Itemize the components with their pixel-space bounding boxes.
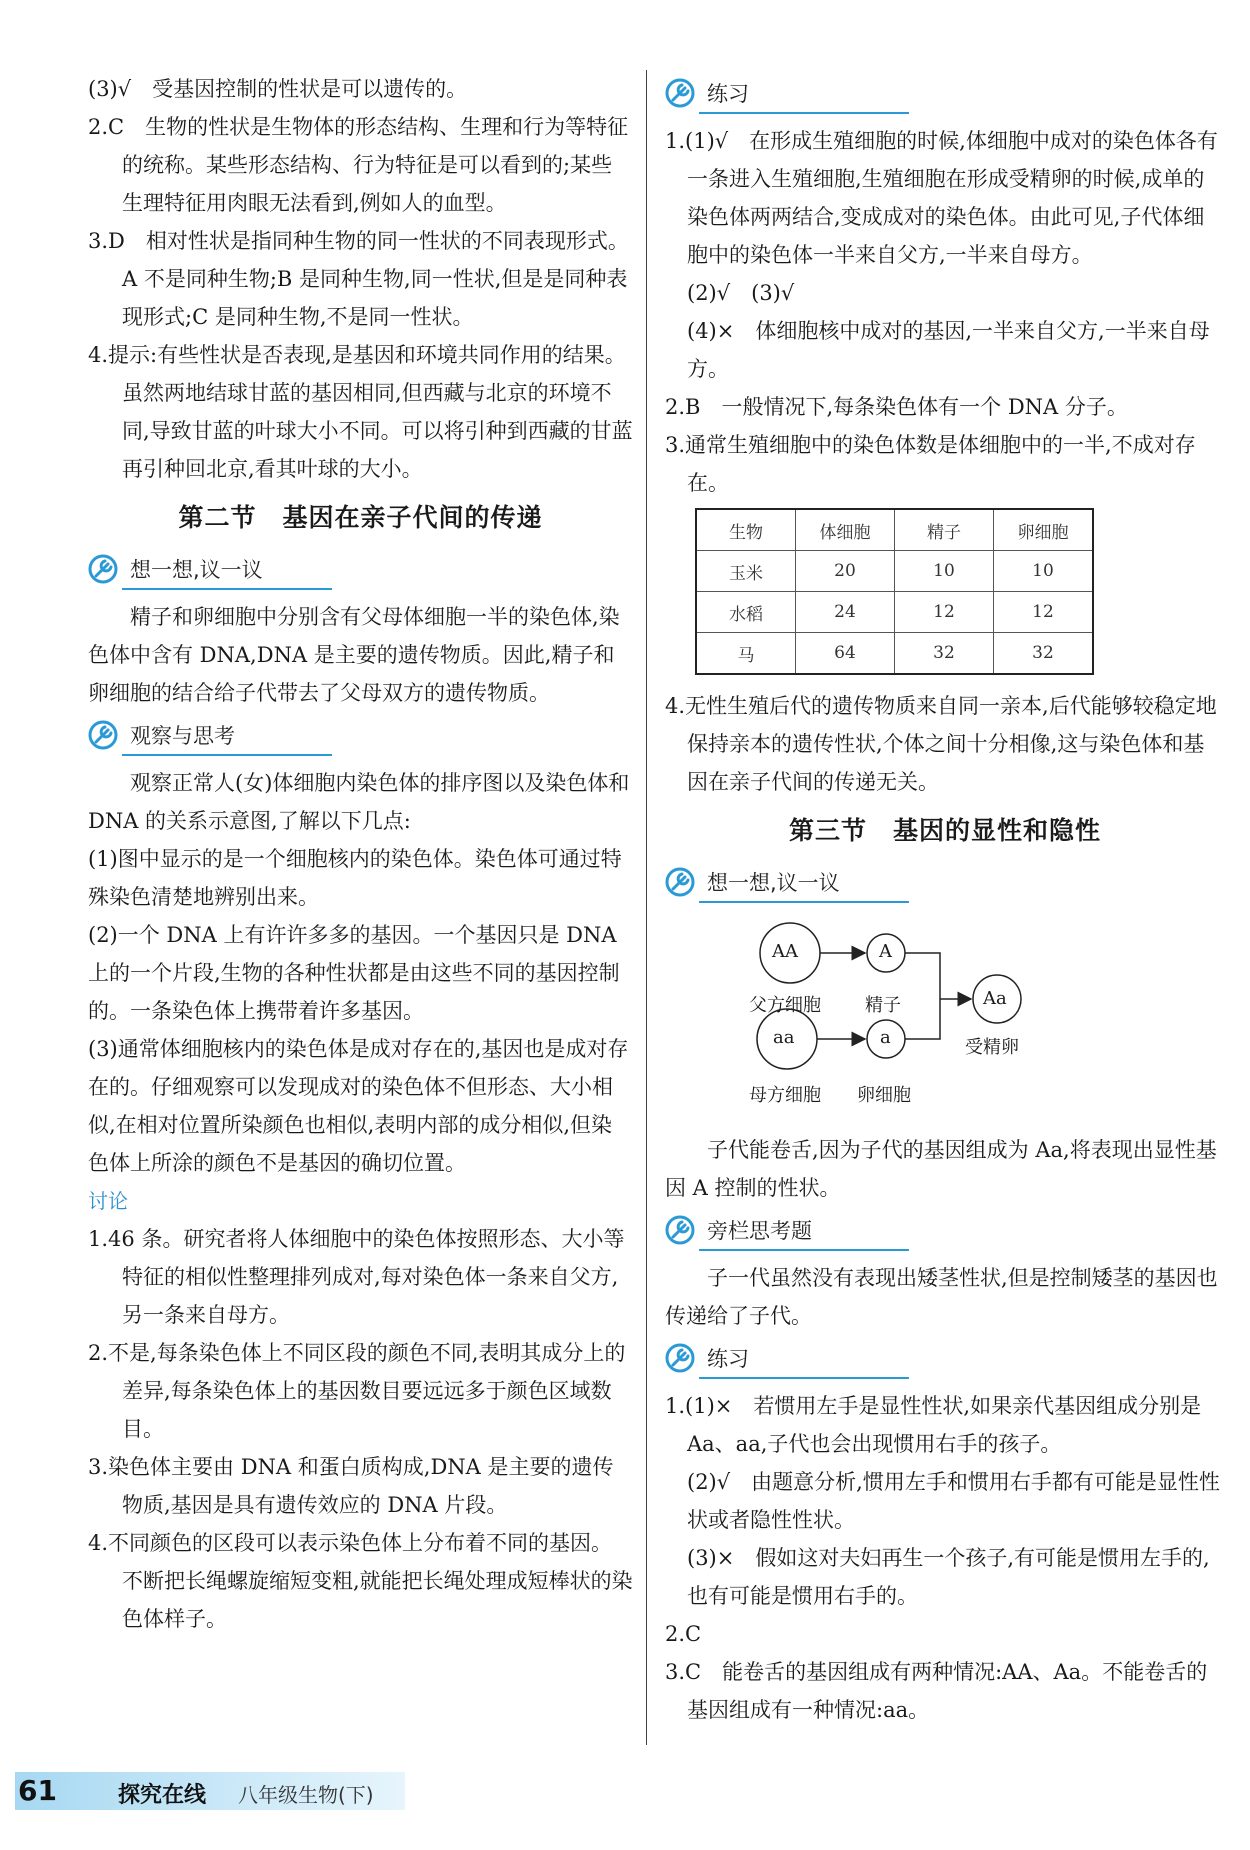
side-header: 旁栏思考题 [665,1211,1225,1253]
mother-label: 母方细胞 [749,1085,821,1106]
practice-item: (2)√ 由题意分析,惯用左手和惯用右手都有可能是显性性状或者隐性性状。 [687,1470,1220,1532]
sperm-label: 精子 [865,995,901,1016]
zygote-label: 受精卵 [965,1037,1019,1058]
section-title: 第三节 基因的显性和隐性 [788,816,1101,845]
answer-item: 3.D 相对性状是指同种生物的同一性状的不同表现形式。A 不是同种生物;B 是同种生物,同一性状,但是是同种表现形式;C 是同种生物,不是同一性状。 [88,229,629,329]
practice-item: (2)√ (3)√ [687,281,795,305]
practice-item: 3.C 能卷舌的基因组成有两种情况:AA、Aa。不能卷舌的基因组成有一种情况:aa。 [665,1660,1208,1722]
discuss-item: 4.不同颜色的区段可以表示染色体上分布着不同的基因。不断把长绳螺旋缩短变粗,就能把长绳处理成短棒状的染色体样子。 [88,1531,633,1631]
practice-item: 2.B 一般情况下,每条染色体有一个 DNA 分子。 [665,395,1128,419]
column-divider [646,70,647,1745]
answer-item: (3)√ 受基因控制的性状是可以遗传的。 [88,77,468,101]
think-text: 精子和卵细胞中分别含有父母体细胞一半的染色体,染色体中含有 DNA,DNA 是主要的遗传物质。因此,精子和卵细胞的结合给子代带去了父母双方的遗传物质。 [88,605,620,705]
observe-intro: 观察正常人(女)体细胞内染色体的排序图以及染色体和 DNA 的关系示意图,了解以下几点: [88,771,630,833]
father-label: 父方细胞 [749,995,821,1016]
discuss-item: 2.不是,每条染色体上不同区段的颜色不同,表明其成分上的差异,每条染色体上的基因数目要远远多于颜色区域数目。 [88,1341,626,1441]
discuss-item: 1.46 条。研究者将人体细胞中的染色体按照形态、大小等特征的相似性整理排列成对,每对染色体一条来自父方,另一条来自母方。 [88,1227,625,1327]
section-title: 第二节 基因在亲子代间的传递 [178,503,543,532]
zygote-gene: Aa [983,988,1007,1009]
practice-item: (4)× 体细胞核中成对的基因,一半来自父方,一半来自母方。 [687,319,1210,381]
practice-item: 1.(1)× 若惯用左手是显性性状,如果亲代基因组成分别是 Aa、aa,子代也会出现惯用右手的孩子。 [665,1394,1202,1456]
father-gene: AA [772,941,798,962]
right-column [665,70,1225,1729]
table-row: 玉米 20 10 10 [696,551,1093,592]
observe-point: (3)通常体细胞核内的染色体是成对存在的,基因也是成对存在的。仔细观察可以发现成对的染色体不但形态、大小相似,在相对位置所染颜色也相似,表明内部的成分相似,但染色体上所涂的颜色不是基因的确切位置。 [88,1037,629,1175]
practice-item: 3.通常生殖细胞中的染色体数是体细胞中的一半,不成对存在。 [665,433,1196,495]
observe-header: 观察与思考 [88,716,633,758]
answer-item: 2.C 生物的性状是生物体的形态结构、生理和行为等特征的统称。某些形态结构、行为特征是可以看到的;某些生理特征用肉眼无法看到,例如人的血型。 [88,115,629,215]
observe-point: (1)图中显示的是一个细胞核内的染色体。染色体可通过特殊染色清楚地辨别出来。 [88,847,622,909]
wrench-icon [88,718,122,752]
table-row: 水稻 24 12 12 [696,592,1093,633]
wrench-icon [665,1341,699,1375]
chromosome-table [695,508,1094,675]
think-header: 想一想,议一议 [665,863,1225,905]
footer-brand: 探究在线 [118,1783,207,1808]
practice-header: 练习 [665,74,1225,116]
table-row: 马 64 32 32 [696,633,1093,675]
page-number: 61 [18,1774,57,1807]
left-column [88,70,633,1638]
egg-gene: a [880,1027,891,1048]
side-text: 子一代虽然没有表现出矮茎性状,但是控制矮茎的基因也传递给了子代。 [665,1266,1218,1328]
practice-header: 练习 [665,1339,1225,1381]
wrench-icon [665,76,699,110]
wrench-icon [665,1213,699,1247]
practice-item: 1.(1)√ 在形成生殖细胞的时候,体细胞中成对的染色体各有一条进入生殖细胞,生殖细胞在形成受精卵的时候,成单的染色体两两结合,变成成对的染色体。由此可见,子代体细胞中的染色体一半来自父方,一半来自母方。 [665,129,1218,267]
think-text: 子代能卷舌,因为子代的基因组成为 Aa,将表现出显性基因 A 控制的性状。 [665,1138,1217,1200]
sperm-gene: A [879,941,892,962]
page-footer [0,1772,1250,1812]
practice-item: (3)× 假如这对夫妇再生一个孩子,有可能是惯用左手的,也有可能是惯用右手的。 [687,1546,1210,1608]
inheritance-diagram [665,911,1225,1121]
practice-item: 2.C [665,1622,702,1646]
practice-item: 4.无性生殖后代的遗传物质来自同一亲本,后代能够较稳定地保持亲本的遗传性状,个体之间十分相像,这与染色体和基因在亲子代间的传递无关。 [665,694,1217,794]
footer-book: 八年级生物(下) [238,1783,374,1807]
observe-point: (2)一个 DNA 上有许许多多的基因。一个基因只是 DNA 上的一个片段,生物的各种性状都是由这些不同的基因控制的。一条染色体上携带着许多基因。 [88,923,620,1023]
think-header: 想一想,议一议 [88,550,633,592]
wrench-icon [665,865,699,899]
answer-item: 4.提示:有些性状是否表现,是基因和环境共同作用的结果。虽然两地结球甘蓝的基因相同,但西藏与北京的环境不同,导致甘蓝的叶球大小不同。可以将引种到西藏的甘蓝再引种回北京,看其叶球的大小。 [88,343,633,481]
discuss-label: 讨论 [88,1189,128,1213]
discuss-item: 3.染色体主要由 DNA 和蛋白质构成,DNA 是主要的遗传物质,基因是具有遗传效应的 DNA 片段。 [88,1455,614,1517]
table-header-row: 生物 体细胞 精子 卵细胞 [696,509,1093,551]
egg-label: 卵细胞 [857,1085,911,1106]
wrench-icon [88,552,122,586]
mother-gene: aa [773,1027,795,1048]
